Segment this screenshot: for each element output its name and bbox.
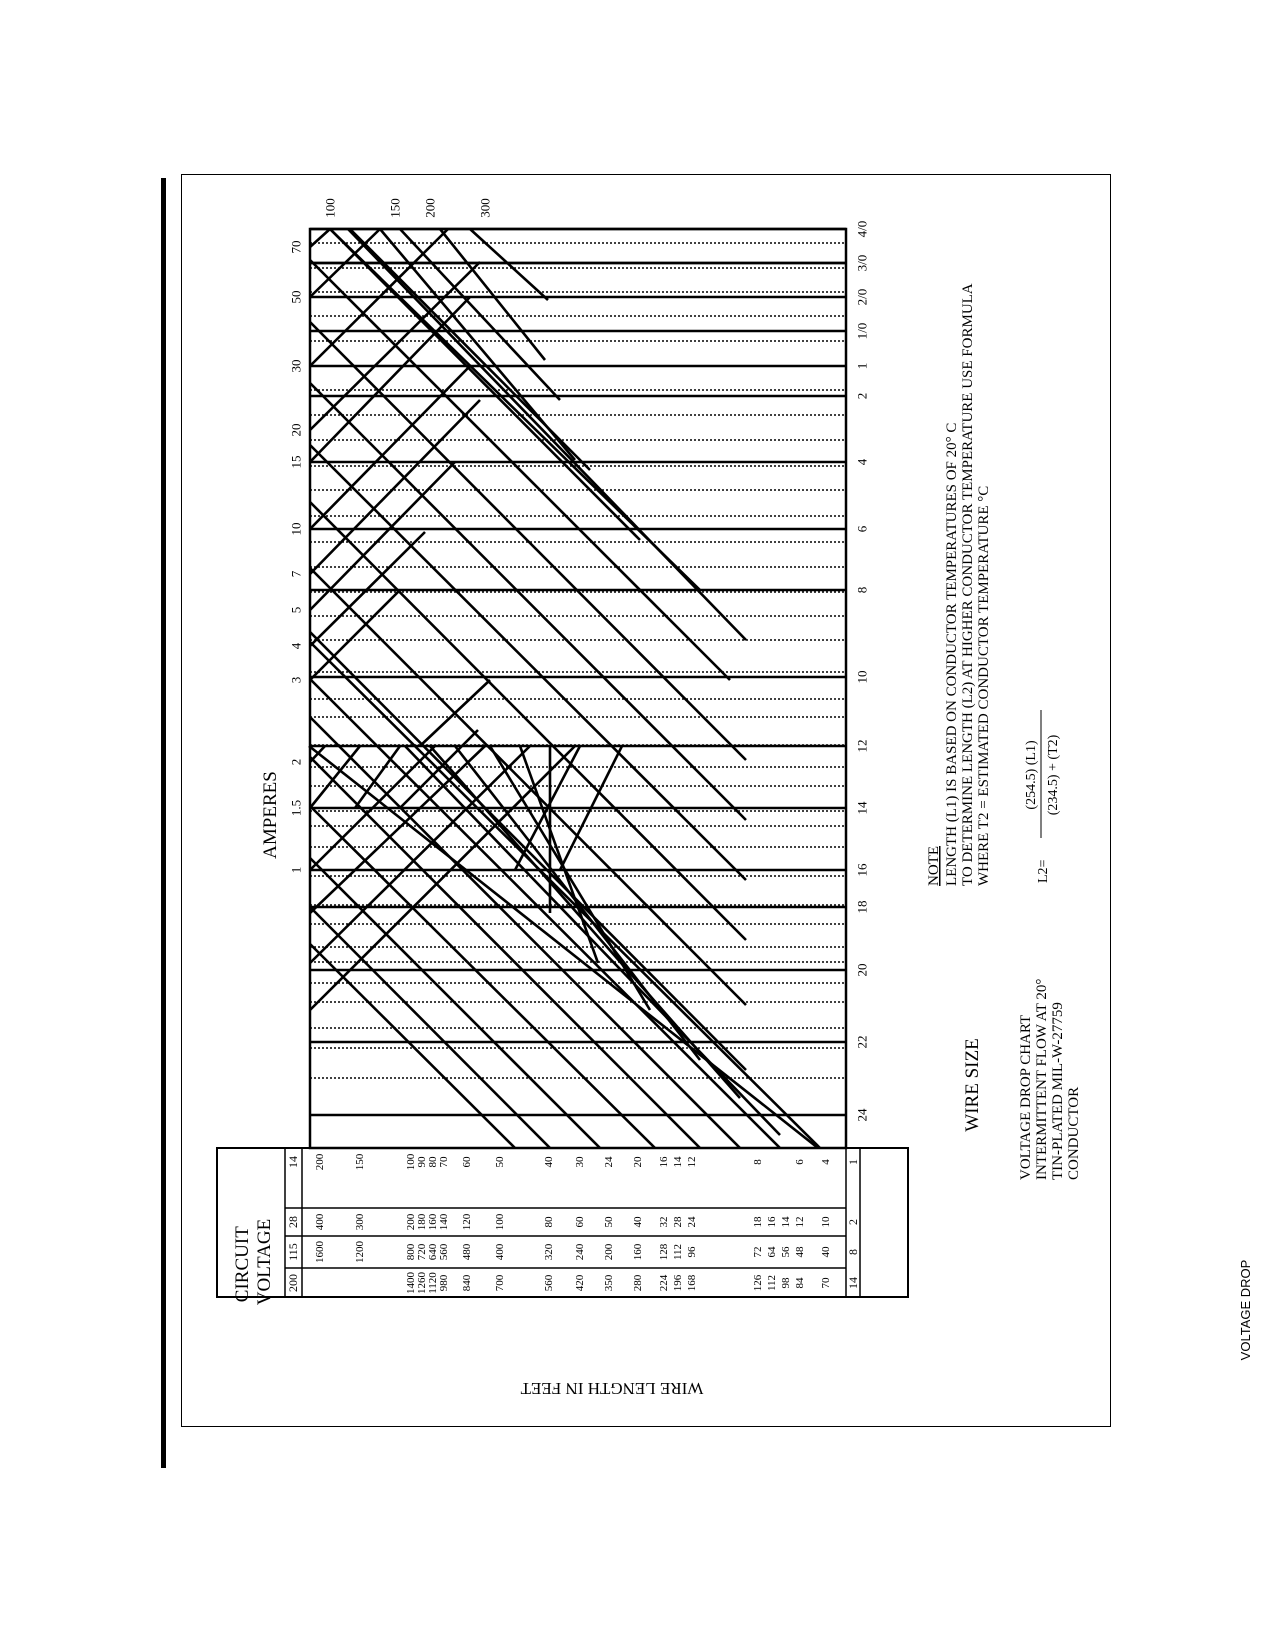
wire-length-value: 1600 (314, 1241, 326, 1263)
wire-length-value: 1260 (416, 1272, 428, 1294)
chart-subtitle-1: INTERMITTENT FLOW AT 20° (1034, 978, 1050, 1180)
wire-length-value: 40 (632, 1216, 644, 1228)
wire-length-value: 100 (405, 1153, 417, 1171)
y-axis-title: AMPERES (260, 771, 281, 859)
current-line (310, 445, 746, 880)
x-tick-label: 16 (854, 863, 870, 877)
wire-length-value: 24 (603, 1156, 615, 1168)
wire-length-value: 300 (354, 1213, 366, 1231)
note-title: NOTE (926, 846, 942, 886)
wire-length-value: 1200 (354, 1241, 366, 1263)
ampere-tick-label: 30 (288, 359, 304, 373)
ampere-tick-label: 50 (288, 290, 304, 304)
wire-length-value: 100 (494, 1213, 506, 1231)
ampere-tick-label: 70 (288, 240, 304, 254)
circuit-voltage-header: 28 (286, 1216, 300, 1228)
wire-length-value: 640 (427, 1243, 439, 1261)
wire-length-value: 140 (438, 1213, 450, 1231)
current-line (310, 297, 470, 462)
wire-length-value: 168 (686, 1274, 698, 1292)
wire-length-value: 126 (752, 1274, 764, 1292)
note-line-3: WHERE T2 = ESTIMATED CONDUCTOR TEMPERATURE °C (976, 485, 992, 886)
wire-length-value: 150 (354, 1153, 366, 1171)
wire-length-value: 12 (686, 1156, 698, 1168)
current-line (310, 462, 455, 610)
current-line (310, 642, 820, 1148)
wire-length-value: 84 (794, 1277, 806, 1289)
chart-title: VOLTAGE DROP CHART (1018, 1014, 1034, 1180)
x-tick-label: 20 (854, 963, 870, 977)
wire-length-value: 320 (543, 1243, 555, 1261)
wire-length-value: 700 (494, 1274, 506, 1292)
wire-length-value: 200 (314, 1153, 326, 1171)
wire-length-value: 128 (658, 1243, 670, 1261)
x-tick-label: 8 (854, 586, 870, 594)
wire-length-value: 112 (672, 1243, 684, 1261)
x-tick-label: 3/0 (854, 254, 870, 272)
circuit-voltage-header: 14 (286, 1156, 300, 1168)
x-tick-label: 22 (854, 1035, 870, 1049)
current-line (310, 944, 515, 1148)
current-line (310, 679, 780, 1148)
current-line (310, 383, 746, 820)
wire-length-value: 160 (632, 1243, 644, 1261)
wire-length-value: 6 (794, 1159, 806, 1165)
wire-length-value: 90 (416, 1156, 428, 1168)
ampere-tick-label: 7 (288, 570, 304, 578)
wire-length-value: 160 (427, 1213, 439, 1231)
ampere-tick-label: 15 (288, 455, 304, 469)
ampere-tick-label: 150 (387, 198, 403, 218)
wire-length-value: 720 (416, 1243, 428, 1261)
wire-length-value: 24 (686, 1216, 698, 1228)
wire-length-value: 16 (658, 1156, 670, 1168)
wire-length-value: 420 (574, 1274, 586, 1292)
wire-length-value: 50 (603, 1216, 615, 1228)
ampere-tick-label: 20 (288, 423, 304, 437)
formula-denominator: (234.5) + (T2) (1046, 734, 1061, 816)
current-line (310, 229, 330, 247)
wire-length-value: 1120 (427, 1272, 439, 1294)
x-tick-label: 12 (854, 739, 870, 753)
wire-length-value: 40 (820, 1246, 832, 1258)
wire-length-value: 60 (461, 1156, 473, 1168)
x-tick-label: 4/0 (854, 220, 870, 238)
wire-length-value: 98 (780, 1277, 792, 1289)
wire-length-value: 96 (686, 1246, 698, 1258)
wire-size-lines (310, 221, 870, 1122)
x-tick-label: 24 (854, 1108, 870, 1122)
x-tick-label: 18 (854, 900, 870, 914)
current-line (310, 746, 530, 963)
current-line (310, 322, 746, 760)
wire-length-value: 56 (780, 1246, 792, 1258)
wire-length-value: 20 (632, 1156, 644, 1168)
wire-length-value: 560 (543, 1274, 555, 1292)
x-tick-label: 1/0 (854, 322, 870, 340)
circuit-voltage-label: CIRCUIT VOLTAGE (232, 1218, 275, 1306)
ampere-tick-label: 1.5 (288, 799, 304, 817)
voltage-drop-value: 2 (846, 1219, 860, 1225)
x-tick-label: 2/0 (854, 288, 870, 306)
chart-subtitle-2: TIN-PLATED MIL-W-27759 (1050, 1002, 1066, 1180)
wire-length-value: 8 (752, 1159, 764, 1165)
wire-length-value: 200 (603, 1243, 615, 1261)
ampere-tick-label: 4 (288, 642, 304, 650)
wire-length-value: 400 (314, 1213, 326, 1231)
wire-length-value: 196 (672, 1274, 684, 1292)
wire-length-value: 350 (603, 1274, 615, 1292)
wire-length-value: 80 (543, 1216, 555, 1228)
formula-numerator: (254.5) (L1) (1024, 740, 1039, 810)
current-line (310, 590, 400, 680)
wire-length-value: 64 (766, 1246, 778, 1258)
wire-length-value: 10 (820, 1216, 832, 1228)
x-axis-label: WIRE SIZE (962, 1038, 983, 1132)
ampere-tick-label: 5 (288, 606, 304, 614)
wire-length-value: 560 (438, 1243, 450, 1261)
x-tick-label: 10 (854, 670, 870, 684)
circuit-voltage-header: 200 (286, 1274, 300, 1292)
ampere-tick-label: 300 (477, 198, 493, 218)
wire-length-value: 4 (820, 1159, 832, 1165)
current-line (310, 400, 480, 574)
wire-length-value: 480 (461, 1243, 473, 1261)
x-tick-label: 4 (854, 458, 870, 466)
wire-length-value: 40 (543, 1156, 555, 1168)
x-tick-label: 1 (854, 362, 870, 370)
wire-length-value: 980 (438, 1274, 450, 1292)
wire-length-value: 32 (658, 1216, 670, 1228)
ampere-tick-label: 2 (288, 758, 304, 766)
wire-length-value: 400 (494, 1243, 506, 1261)
y-axis-label: WIRE LENGTH IN FEET (520, 1379, 704, 1398)
current-line (470, 229, 548, 300)
current-line (309, 746, 818, 1148)
wire-length-value: 80 (427, 1156, 439, 1168)
wire-length-value: 70 (438, 1156, 450, 1168)
current-line (310, 746, 485, 913)
x-tick-label: 6 (854, 525, 870, 533)
wire-length-value: 200 (405, 1213, 417, 1231)
wire-length-value: 48 (794, 1246, 806, 1258)
wire-length-value: 14 (780, 1216, 792, 1228)
chart-subtitle-3: CONDUCTOR (1066, 1086, 1082, 1180)
wire-length-value: 16 (766, 1216, 778, 1228)
ampere-tick-label: 200 (422, 198, 438, 218)
formula-lhs: L2= (1036, 859, 1051, 883)
current-line (330, 229, 640, 540)
ampere-tick-label: 10 (288, 522, 304, 536)
wire-length-value: 70 (820, 1277, 832, 1289)
wire-length-value: 50 (494, 1156, 506, 1168)
ampere-tick-label: 100 (322, 198, 338, 218)
wire-length-value: 112 (766, 1274, 778, 1292)
voltage-drop-value: 8 (846, 1249, 860, 1255)
wire-length-value: 280 (632, 1274, 644, 1292)
wire-length-value: 60 (574, 1216, 586, 1228)
x-tick-label: 2 (854, 392, 870, 400)
ampere-tick-label: 3 (288, 676, 304, 684)
ampere-tick-label: 1 (288, 866, 304, 874)
wire-length-value: 240 (574, 1243, 586, 1261)
circuit-voltage-table (217, 1148, 908, 1297)
wire-length-value: 12 (794, 1216, 806, 1228)
wire-length-value: 800 (405, 1243, 417, 1261)
wire-length-value: 120 (461, 1213, 473, 1231)
wire-length-value: 180 (416, 1213, 428, 1231)
wire-length-value: 18 (752, 1216, 764, 1228)
wire-length-value: 1400 (405, 1272, 417, 1294)
wire-length-value: 30 (574, 1156, 586, 1168)
voltage-drop-label: VOLTAGE DROP (1238, 1259, 1253, 1361)
plot-area (289, 198, 870, 1148)
wire-length-value: 72 (752, 1246, 764, 1258)
note-line-2: TO DETERMINE LENGTH (L2) AT HIGHER CONDUCTOR TEMPERATURE USE FORMULA (960, 283, 976, 886)
voltage-drop-value: 14 (846, 1277, 860, 1289)
wire-length-value: 224 (658, 1274, 670, 1292)
wire-length-value: 28 (672, 1216, 684, 1228)
voltage-drop-value: 1 (846, 1159, 860, 1165)
wire-length-value: 840 (461, 1274, 473, 1292)
circuit-voltage-header: 115 (286, 1243, 300, 1261)
wire-length-value: 14 (672, 1156, 684, 1168)
note-line-1: LENGTH (L1) IS BASED ON CONDUCTOR TEMPERATURES OF 20° C (944, 422, 960, 886)
x-tick-label: 14 (854, 801, 870, 815)
